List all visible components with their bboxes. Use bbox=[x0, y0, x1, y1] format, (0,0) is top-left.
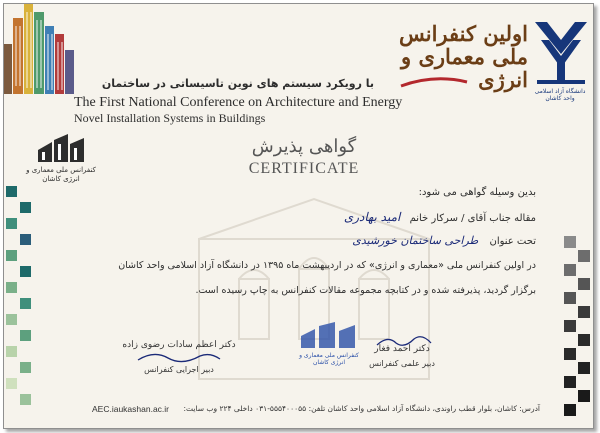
footer-website: AEC.iaukashan.ac.ir bbox=[92, 404, 170, 414]
conference-subtitle-fa: با رویکرد سیستم های نوین تاسیساتی در ساختمان bbox=[101, 77, 374, 90]
body-line-3 bbox=[204, 234, 536, 247]
body-line-1: بدین وسیله گواهی می شود: bbox=[418, 187, 536, 198]
signer-right-role: دبیر علمی کنفرانس bbox=[369, 359, 435, 368]
conference-subtitle-en: Novel Installation Systems in Buildings bbox=[74, 111, 266, 125]
conference-logo-text: کنفرانس ملی معماری و انرژی کاشان bbox=[26, 166, 96, 183]
right-mosaic-pattern bbox=[562, 234, 593, 428]
signer-left-name: دکتر اعظم سادات رضوی زاده bbox=[122, 340, 236, 350]
body-line-2 bbox=[204, 210, 536, 224]
body-line-3-label: تحت عنوان bbox=[489, 236, 536, 247]
signer-left-role: دبیر اجرایی کنفرانس bbox=[144, 365, 214, 374]
author-name: امید بهادری bbox=[343, 210, 401, 224]
paper-title: طراحی ساختمان خورشیدی bbox=[352, 234, 479, 247]
certificate-title-en: CERTIFICATE bbox=[248, 160, 360, 177]
body-line-5: برگزار گردید، پذیرفته شده و در کتابچه مجموعه مقالات کنفرانس به چاپ رسیده است. bbox=[195, 285, 536, 296]
title-accent-swoosh bbox=[399, 76, 469, 90]
certificate-paper bbox=[3, 3, 594, 429]
certificate-title-fa: گواهی پذیرش bbox=[251, 136, 357, 157]
conference-title-en: The First National Conference on Architecture and Energy bbox=[74, 95, 403, 110]
left-mosaic-pattern bbox=[4, 184, 34, 422]
signer-left-signature bbox=[134, 350, 224, 364]
stamp-text: کنفرانس ملی معماری و انرژی کاشان bbox=[299, 352, 359, 367]
conference-logo-icon bbox=[34, 134, 90, 166]
building-graphic bbox=[4, 4, 76, 94]
university-emblem-icon bbox=[531, 18, 591, 88]
body-line-2-label: مقاله جناب آقای / سرکار خانم bbox=[409, 213, 536, 224]
signer-right-name: دکتر احمد فغار bbox=[374, 344, 430, 354]
body-line-4: در اولین کنفرانس ملی «معماری و انرژی» که در اردیبهشت ماه ۱۳۹۵ در دانشگاه آزاد اسلامی واحد کاشان bbox=[118, 260, 536, 271]
footer-address: آدرس: کاشان، بلوار قطب راوندی، دانشگاه آزاد اسلامی واحد کاشان تلفن: ۵۵۵۴۰۰۰۵۵-۰۳۱ داخلی ۲۲۴ وب سایت: bbox=[183, 404, 540, 413]
university-emblem-caption: دانشگاه آزاد اسلامی واحد کاشان bbox=[534, 88, 586, 103]
conference-title-fa: اولین کنفرانس ملی معماری و انرژی bbox=[398, 21, 528, 93]
